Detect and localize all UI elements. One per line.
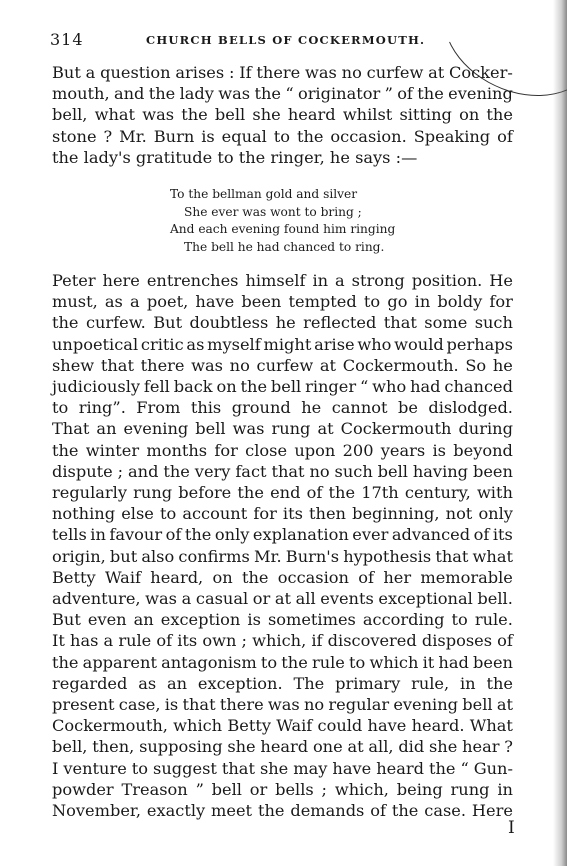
text-line: stone ? Mr. Burn is equal to the occasion. Speaking of [52,126,513,146]
text-line: bell, what was the bell she heard whilst sitting on the [52,105,513,125]
paragraph-1 [52,62,513,168]
verse-line: And each evening found him ringing [170,222,396,237]
page-number: 314 [50,30,84,49]
text-line: unpoetical critic as myself might arise who would perhaps [52,334,513,354]
text-line: origin, but also confirms Mr. Burn's hypothesis that what [52,546,513,566]
verse-quotation [170,186,450,256]
text-line: powder Treason ” bell or bells ; which, being rung in [52,779,513,799]
page-edge-shadow [553,0,567,866]
text-line: the lady's gratitude to the ringer, he says :— [52,147,418,167]
text-line: nothing else to account for its then beginning, not only [52,504,513,524]
text-line: It has a rule of its own ; which, if discovered disposes of [52,631,513,651]
text-line: regularly rung before the end of the 17th century, with [52,483,513,503]
text-line: November, exactly meet the demands of the case. Here [52,801,513,821]
text-line: the apparent antagonism to the rule to which it had been [52,652,513,672]
text-line: bell, then, supposing she heard one at all, did she hear ? [52,737,513,757]
verse-line: The bell he had chanced to ring. [184,239,385,254]
text-line: That an evening bell was rung at Cockermouth during [52,419,513,439]
page-header [50,30,520,52]
text-line: must, as a poet, have been tempted to go in boldy for [52,292,513,312]
text-line: judiciously fell back on the bell ringer “ who had chanced [52,377,513,397]
text-line: But even an exception is sometimes according to rule. [52,610,513,630]
text-line: But a question arises : If there was no curfew at Cocker- [52,63,513,82]
text-line: shew that there was no curfew at Cockermouth. So he [52,355,513,375]
verse-line: She ever was wont to bring ; [184,204,362,219]
text-line: Betty Waif heard, on the occasion of her memorable [52,567,513,587]
verse-line: To the bellman gold and silver [170,187,358,201]
signature-mark: I [508,818,515,838]
text-line: regarded as an exception. The primary rule, in the [52,673,513,693]
text-line: the winter months for close upon 200 years is beyond [52,440,513,460]
text-line: dispute ; and the very fact that no such bell having been [52,461,513,481]
running-head: CHURCH BELLS OF COCKERMOUTH. [146,33,426,47]
text-line: the curfew. But doubtless he reflected that some such [52,313,513,333]
text-line: to ring”. From this ground he cannot be dislodged. [52,398,513,418]
text-line: present case, is that there was no regular evening bell at [52,695,513,715]
text-line: Peter here entrenches himself in a strong position. He [52,271,513,290]
text-line: I venture to suggest that she may have heard the “ Gun- [52,758,513,778]
paragraph-2 [52,270,513,821]
text-line: mouth, and the lady was the “ originator ” of the evening [52,84,513,104]
text-line: Cockermouth, which Betty Waif could have heard. What [52,716,513,736]
text-line: tells in favour of the only explanation ever advanced of its [52,525,513,545]
text-line: adventure, was a casual or at all events exceptional bell. [52,589,513,609]
